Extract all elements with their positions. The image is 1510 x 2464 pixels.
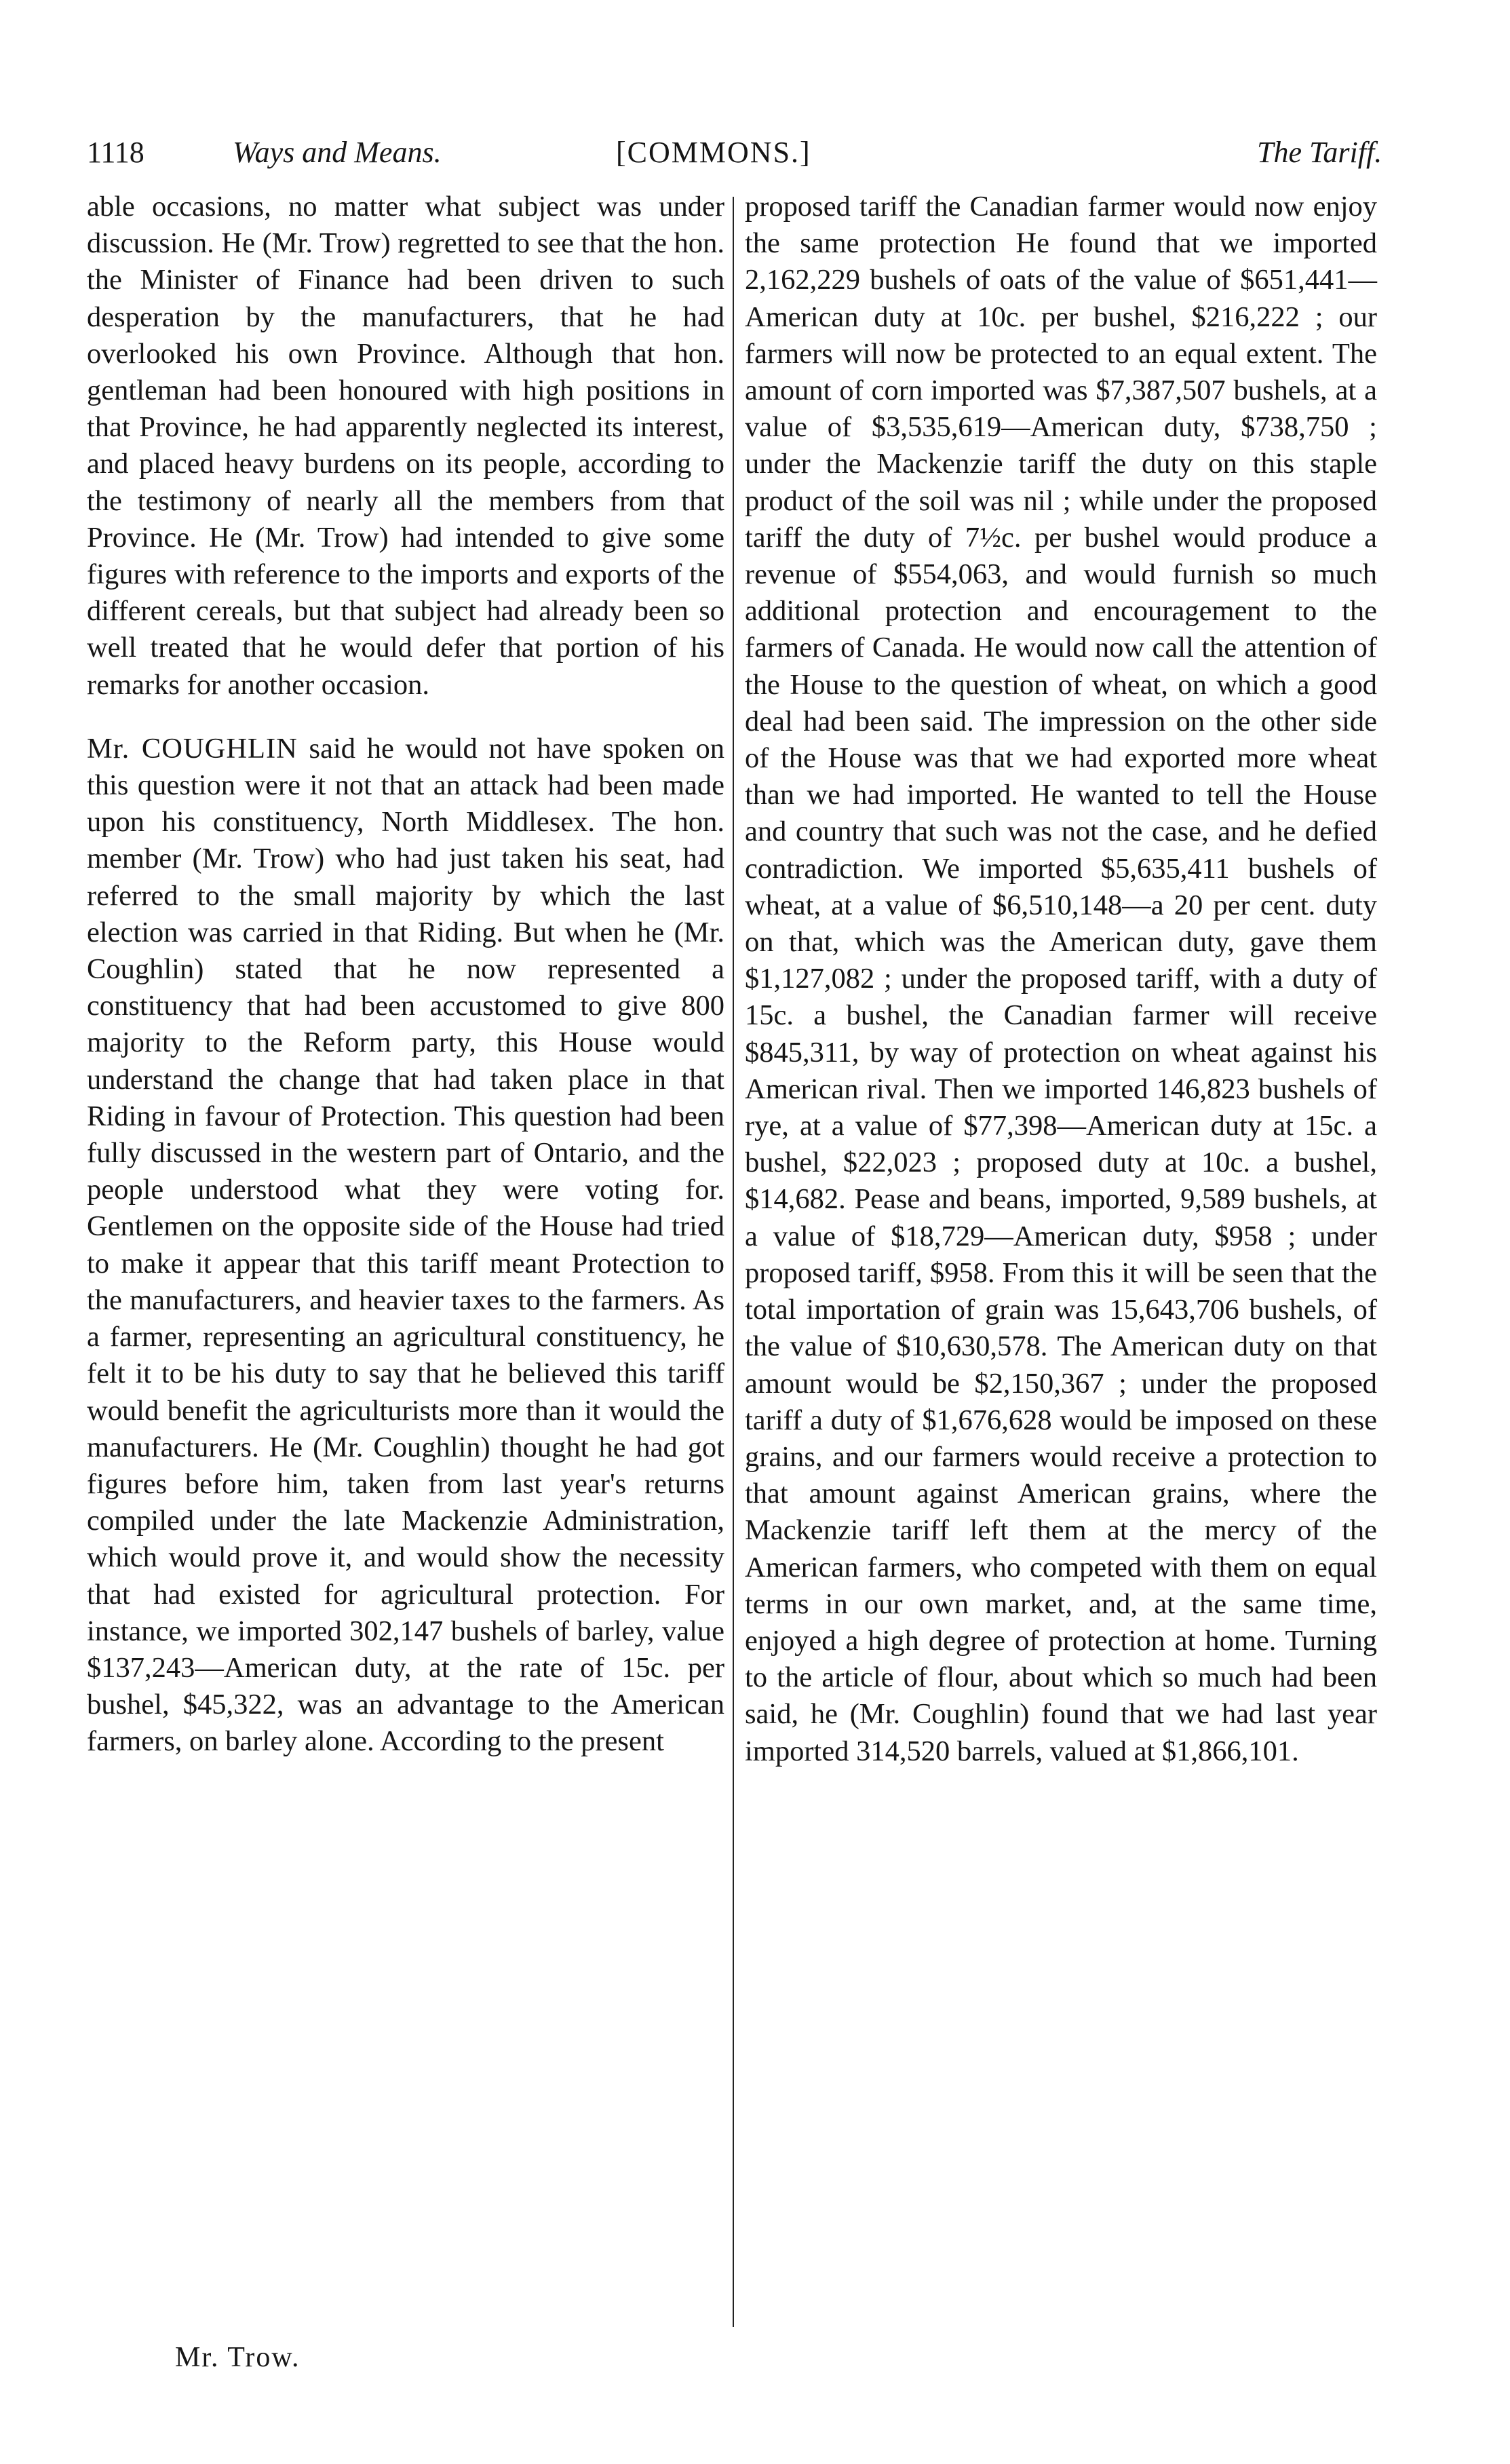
page-number: 1118 — [87, 136, 144, 169]
page-footer-signature: Mr. Trow. — [175, 2342, 301, 2373]
left-paragraph-1: able occasions, no matter what subject was under discussion. He (Mr. Trow) regretted to see that the hon. the Minister of Finance had been driven to such desperation by the manufacturers, that he had overlooked his own Province. Although that hon. gentleman had been honoured with high positions in that Province, he had apparently neglected its interest, and placed heavy burdens on its people, according to the testimony of nearly all the members from that Province. He (Mr. Trow) had intended to give some figures with reference to the imports and exports of the different cereals, but that subject had already been so well treated that he would defer that portion of his remarks for another occasion. — [87, 191, 724, 701]
left-paragraph-2 — [87, 731, 724, 1760]
right-paragraph: proposed tariff the Canadian farmer would now enjoy the same protection He found that we imported 2,162,229 bushels of oats of the value of $651,441—American duty at 10c. per bushel, $216,222 ; our farmers will now be protected to an equal extent. The amount of corn imported was $7,387,507 bushels, at a value of $3,535,619—American duty, $738,750 ; under the Mackenzie tariff the duty on this staple product of the soil was nil ; while under the proposed tariff the duty of 7½c. per bushel would produce a revenue of $554,063, and would furnish so much additional protection and encouragement to the farmers of Canada. He would now call the attention of the House to the question of wheat, on which a good deal had been said. The impression on the other side of the House was that we had exported more wheat than we had imported. He wanted to tell the House and country that such was not the case, and he defied contradiction. We imported $5,635,411 bushels of wheat, at a value of $6,510,148—a 20 per cent. duty on that, which was the American duty, gave them $1,127,082 ; under the proposed tariff, with a duty of 15c. a bushel, the Canadian farmer will receive $845,311, by way of protection on wheat against his American rival. Then we imported 146,823 bushels of rye, at a value of $77,398—American duty at 15c. a bushel, $22,023 ; proposed duty at 10c. a bushel, $14,682. Pease and beans, imported, 9,589 bushels, at a value of $18,729—American duty, $958 ; under proposed tariff, $958. From this it will be seen that the total importation of grain was 15,643,706 bushels, of the value of $10,630,578. The American duty on that amount would be $2,150,367 ; under the proposed tariff a duty of $1,676,628 would be imposed on these grains, and our farmers would receive a protection to that amount against American grains, where the Mackenzie tariff left them at the mercy of the American farmers, who competed with them on equal terms in our own market, and, at the same time, enjoyed a high degree of protection at home. Turning to the article of flour, about which so much had been said, he (Mr. Coughlin) found that we had last year imported 314,520 barrels, valued at $1,866,101. — [745, 191, 1377, 1767]
page-header — [87, 129, 1382, 176]
left-column — [87, 189, 724, 1760]
column-divider — [733, 197, 734, 2327]
header-right-title: The Tariff. — [1257, 136, 1382, 169]
speaker-name: Mr. COUGHLIN — [87, 732, 298, 765]
right-column — [745, 189, 1377, 1770]
header-left-title: Ways and Means. — [233, 136, 442, 169]
left-paragraph-2-text: said he would not have spoken on this question were it not that an attack had been made upon his constituency, North Middlesex. The hon. member (Mr. Trow) who had just taken his seat, had referred to the small majority by which the last election was carried in that Riding. But when he (Mr. Coughlin) stated that he now represented a constituency that had been accustomed to give 800 majority to the Reform party, this House would understand the change that had taken place in that Riding in favour of Protection. This question had been fully discussed in the western part of Ontario, and the people understood what they were voting for. Gentlemen on the opposite side of the House had tried to make it appear that this tariff meant Protection to the manufacturers, and heavier taxes to the farmers. As a farmer, representing an agricultural constituency, he felt it to be his duty to say that he believed this tariff would benefit the agriculturists more than it would the manufacturers. He (Mr. Coughlin) thought he had got figures before him, taken from last year's returns compiled under the late Mackenzie Administration, which would prove it, and would show the necessity that had existed for agricultural protection. For instance, we imported 302,147 bushels of barley, value $137,243—American duty, at the rate of 15c. per bushel, $45,322, was an advantage to the American farmers, on barley alone. According to the present — [87, 732, 724, 1758]
header-center-title: [COMMONS.] — [616, 136, 811, 169]
